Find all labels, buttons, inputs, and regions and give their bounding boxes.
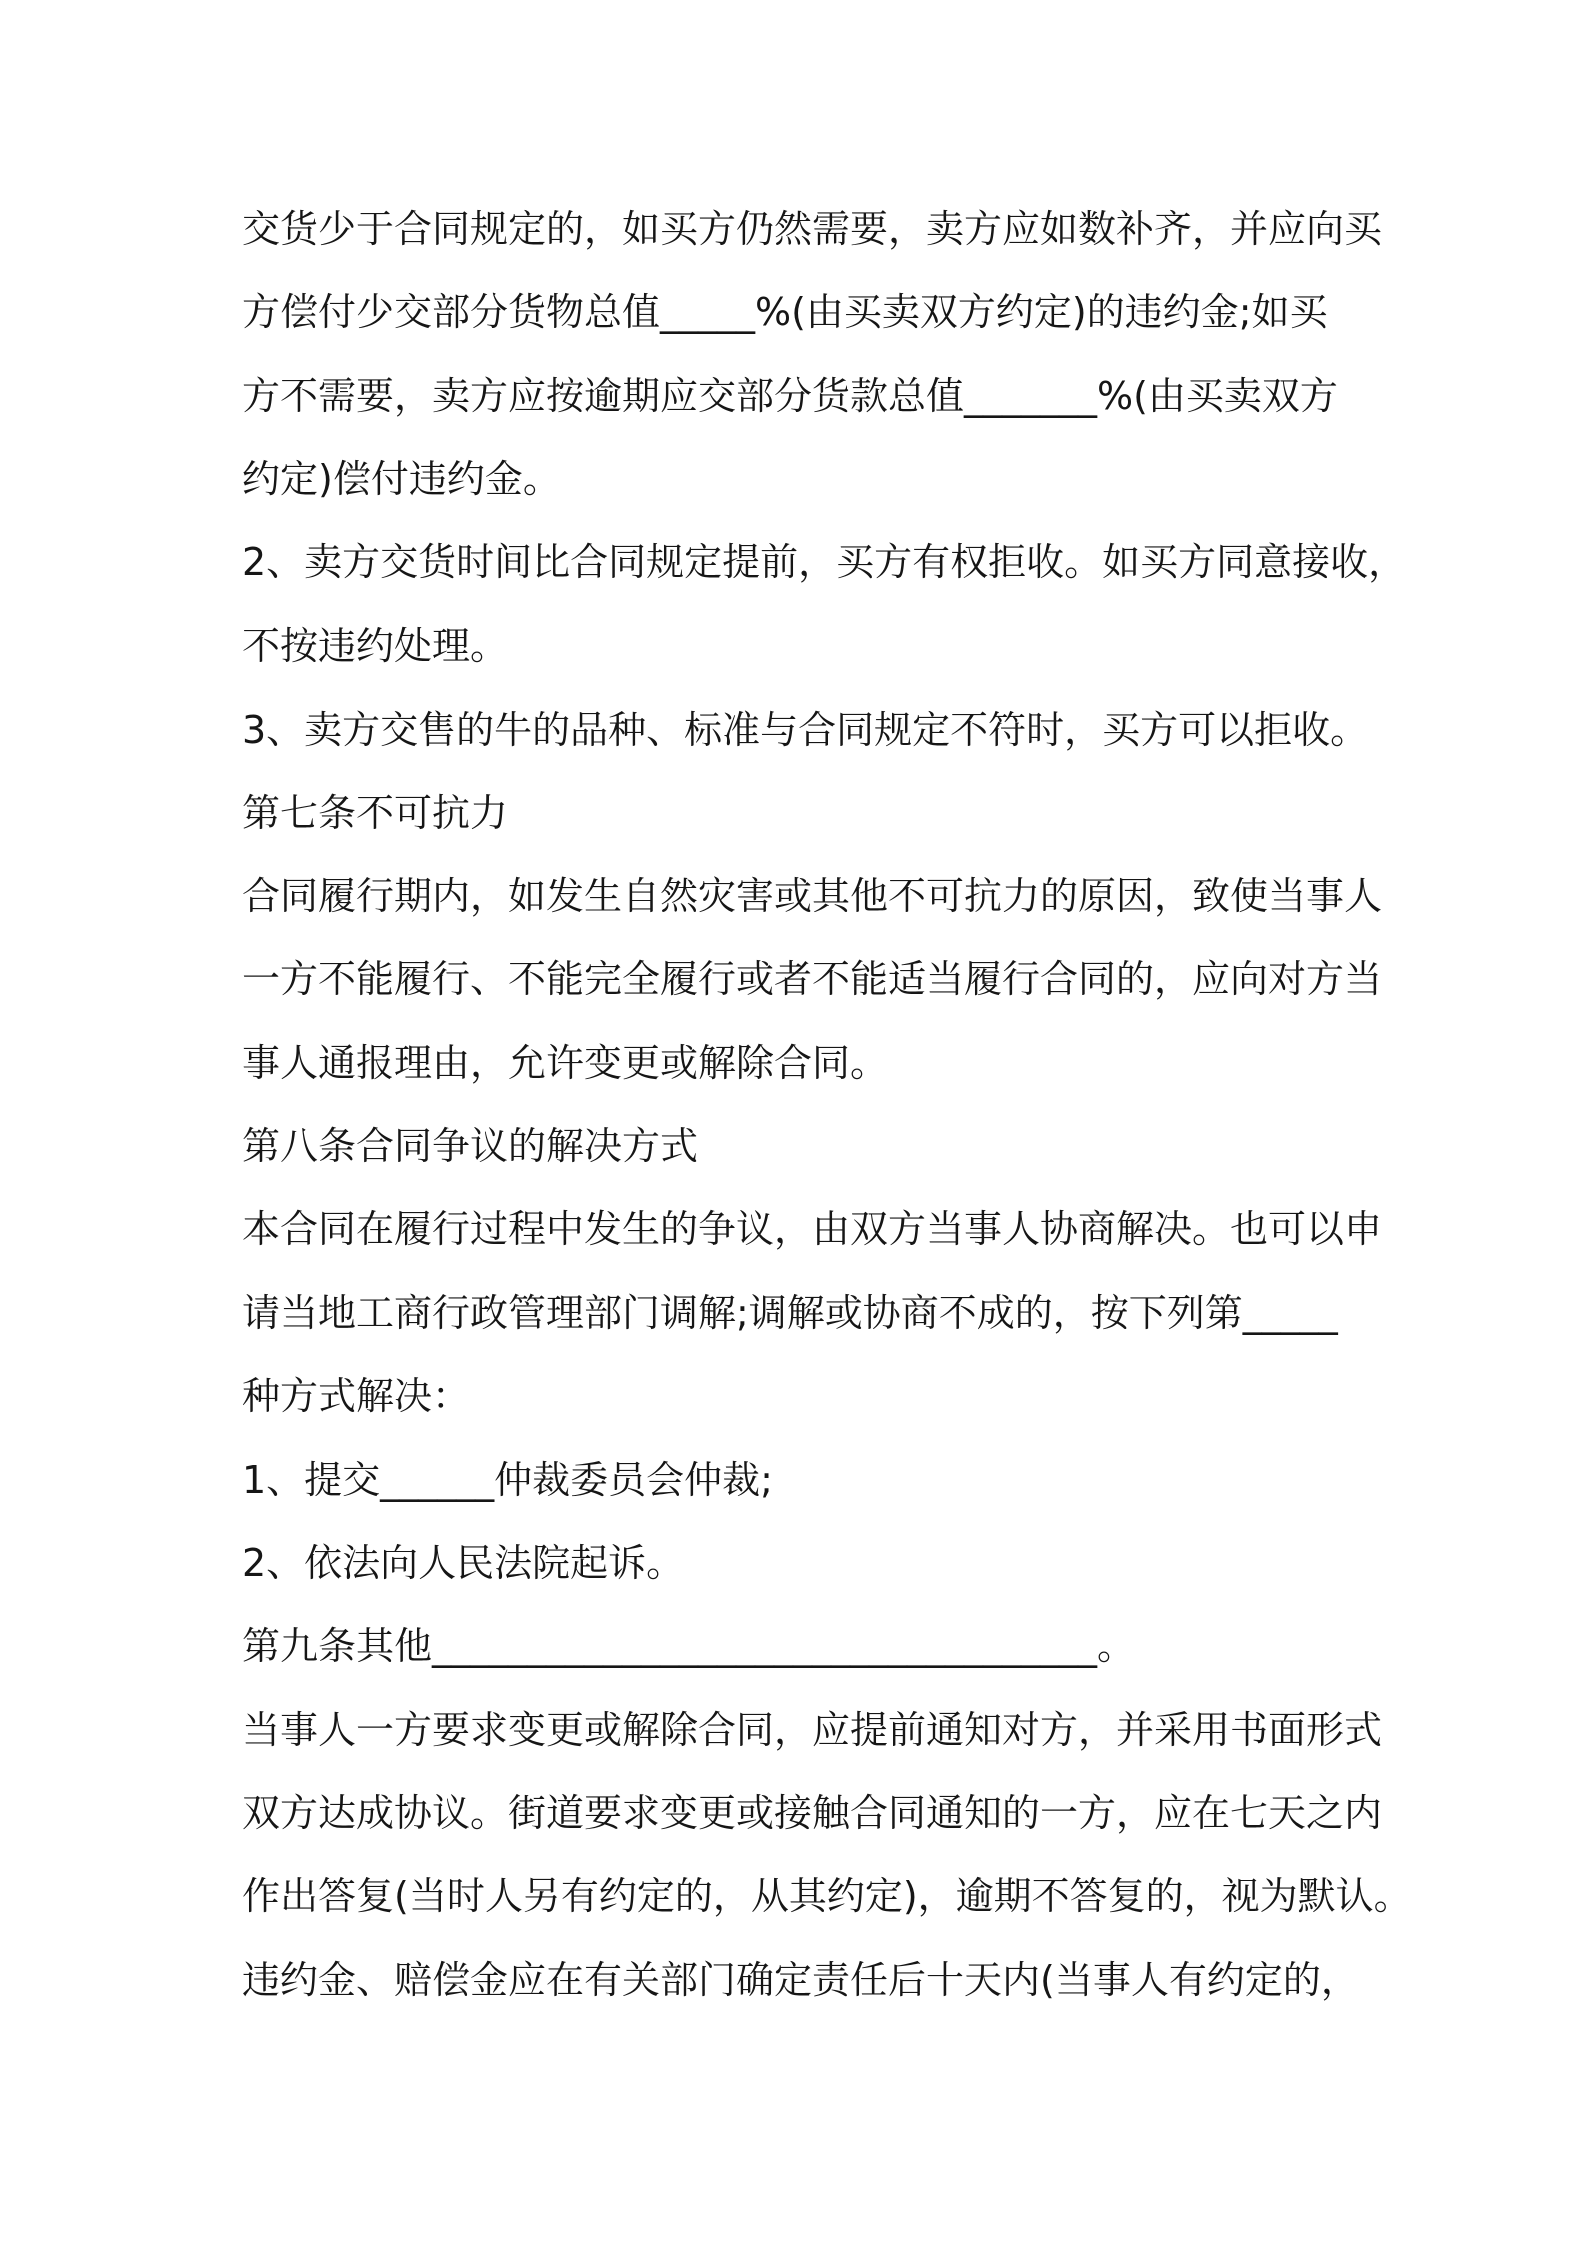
text-line: 种方式解决：: [242, 1374, 471, 1418]
text-line: 双方达成协议。街道要求变更或接触合同通知的一方，应在七天之内: [242, 1791, 1383, 1835]
text-line: 作出答复(当时人另有约定的，从其约定)，逾期不答复的，视为默认。: [242, 1874, 1412, 1918]
text-line: 合同履行期内，如发生自然灾害或其他不可抗力的原因，致使当事人: [242, 874, 1383, 918]
list-item: 1、提交______仲裁委员会仲裁;: [242, 1458, 773, 1502]
section-heading: 第八条合同争议的解决方式: [242, 1124, 699, 1168]
text-line: 违约金、赔偿金应在有关部门确定责任后十天内(当事人有约定的，: [242, 1958, 1359, 2002]
text-line: 不按违约处理。: [242, 624, 509, 668]
text-line: 请当地工商行政管理部门调解;调解或协商不成的，按下列第_____: [242, 1291, 1338, 1335]
section-heading: 第九条其他___________________________________。: [242, 1624, 1136, 1668]
text-line: 当事人一方要求变更或解除合同，应提前通知对方，并采用书面形式: [242, 1708, 1383, 1752]
text-line: 事人通报理由，允许变更或解除合同。: [242, 1041, 889, 1085]
text-line: 本合同在履行过程中发生的争议，由双方当事人协商解决。也可以申: [242, 1207, 1383, 1251]
list-item: 2、依法向人民法院起诉。: [242, 1541, 685, 1585]
text-line: 方偿付少交部分货物总值_____%(由买卖双方约定)的违约金;如买: [242, 290, 1328, 334]
section-heading: 第七条不可抗力: [242, 791, 509, 835]
text-line: 方不需要，卖方应按逾期应交部分货款总值_______%(由买卖双方: [242, 374, 1338, 418]
text-line: 2、卖方交货时间比合同规定提前，买方有权拒收。如买方同意接收，: [242, 540, 1407, 584]
text-line: 一方不能履行、不能完全履行或者不能适当履行合同的，应向对方当: [242, 957, 1383, 1001]
text-line: 交货少于合同规定的，如买方仍然需要，卖方应如数补齐，并应向买: [242, 207, 1383, 251]
text-line: 3、卖方交售的牛的品种、标准与合同规定不符时，买方可以拒收。: [242, 708, 1369, 752]
text-line: 约定)偿付违约金。: [242, 457, 561, 501]
